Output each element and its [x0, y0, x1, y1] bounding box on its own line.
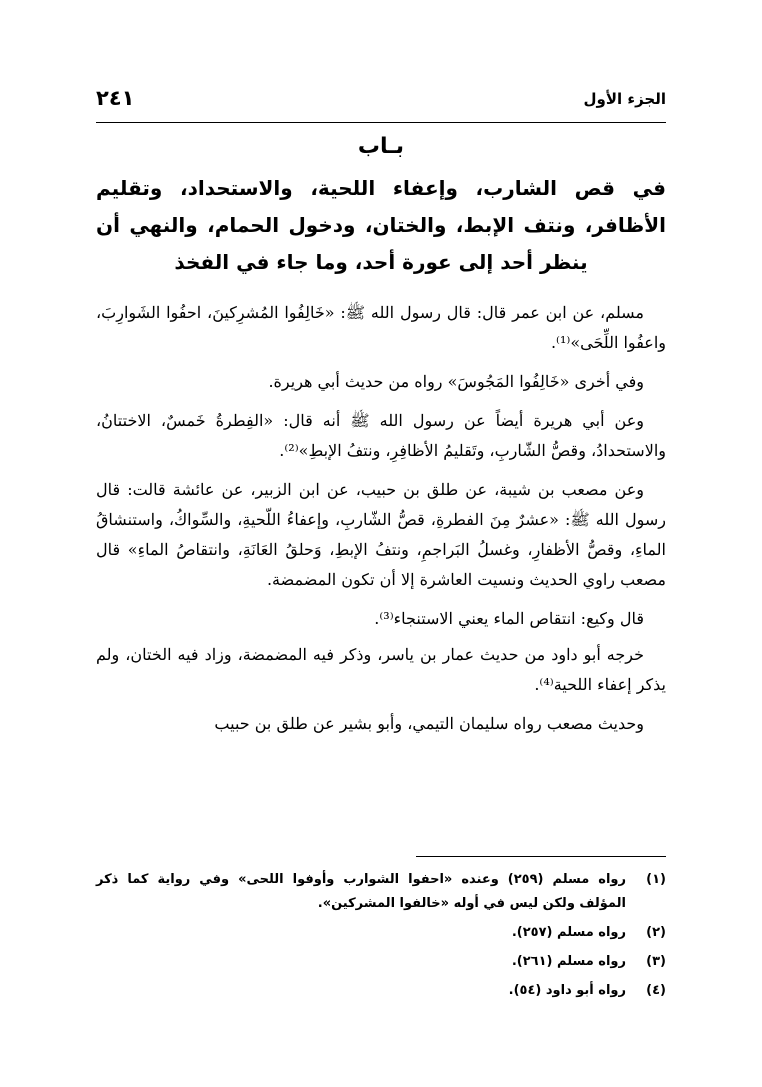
footnote-marker: (١) — [646, 872, 666, 887]
body-paragraph: وحديث مصعب رواه سليمان التيمي، وأبو بشير عن طلق بن حبيب — [214, 714, 644, 733]
running-header — [96, 86, 666, 114]
footnote-text: رواه أبو داود (٥٤). — [508, 983, 626, 998]
page-number: ٢٤١ — [96, 86, 135, 110]
body-paragraph: مسلم، عن ابن عمر قال: قال رسول الله ﷺ: «خَالِفُوا المُشرِكينَ، احفُوا الشَوارِبَ، واعفُوا اللِّحَى»⁽¹⁾. — [96, 303, 666, 352]
body-paragraph: قال وكيع: انتقاص الماء يعني الاستنجاء⁽³⁾. — [374, 609, 644, 628]
body-paragraph: خرجه أبو داود من حديث عمار بن ياسر، وذكر فيه المضمضة، وزاد فيه الختان، ولم يذكر إعفاء اللحية⁽⁴⁾. — [96, 645, 666, 694]
header-rule — [96, 122, 666, 123]
footnote-rule — [416, 856, 666, 857]
footnote-item — [96, 868, 666, 916]
chapter-title: في قص الشارب، وإعفاء اللحية، والاستحداد، وتقليم الأظافر، ونتف الإبط، والختان، ودخول الحمام، والنهي أن ينظر أحد إلى عورة أحد، وما جاء في الفخذ — [96, 176, 666, 274]
footnote-item — [96, 950, 666, 974]
footnote-item — [96, 979, 666, 1003]
footnotes — [96, 868, 666, 1008]
footnote-text: رواه مسلم (٢٥٩) وعنده «احفوا الشوارب وأوفوا اللحى» وفي رواية كما ذكر المؤلف ولكن ليس في أوله «خالفوا المشركين». — [96, 872, 626, 911]
body-text — [96, 298, 666, 748]
footnote-marker: (٢) — [646, 925, 666, 940]
footnote-text: رواه مسلم (٢٦١). — [511, 954, 626, 969]
body-paragraph: وعن أبي هريرة أيضاً عن رسول الله ﷺ أنه قال: «الفِطرةُ خَمسٌ، الاختتانُ، والاستحدادُ، وقصُّ الشّاربِ، وتَقليمُ الأظافِرِ، ونتفُ الإبطِ»⁽²⁾. — [96, 411, 666, 460]
footnote-item — [96, 921, 666, 945]
chapter-label: بـاب — [357, 134, 405, 159]
body-paragraph: وعن مصعب بن شيبة، عن طلق بن حبيب، عن ابن الزبير، عن عائشة قالت: قال رسول الله ﷺ: «عشرٌ مِنَ الفطرةِ، قصُّ الشّاربِ، وإعفاءُ اللّحيةِ، والسِّواكُ، واستنشاقُ الماءِ، وقصُّ الأظفارِ، وغسلُ البَراجمِ، ونتفُ الإبطِ، وَحلقُ العَانَةِ، وانتقاصُ الماءِ» قال مصعب راوي الحديث ونسيت العاشرة إلا أن تكون المضمضة. — [96, 480, 666, 589]
running-title: الجزء الأول — [583, 90, 666, 108]
footnote-text: رواه مسلم (٢٥٧). — [511, 925, 626, 940]
footnote-marker: (٤) — [646, 983, 666, 998]
footnote-marker: (٣) — [646, 954, 666, 969]
body-paragraph: وفي أخرى «خَالِفُوا المَجُوسَ» رواه من حديث أبي هريرة. — [268, 372, 644, 391]
